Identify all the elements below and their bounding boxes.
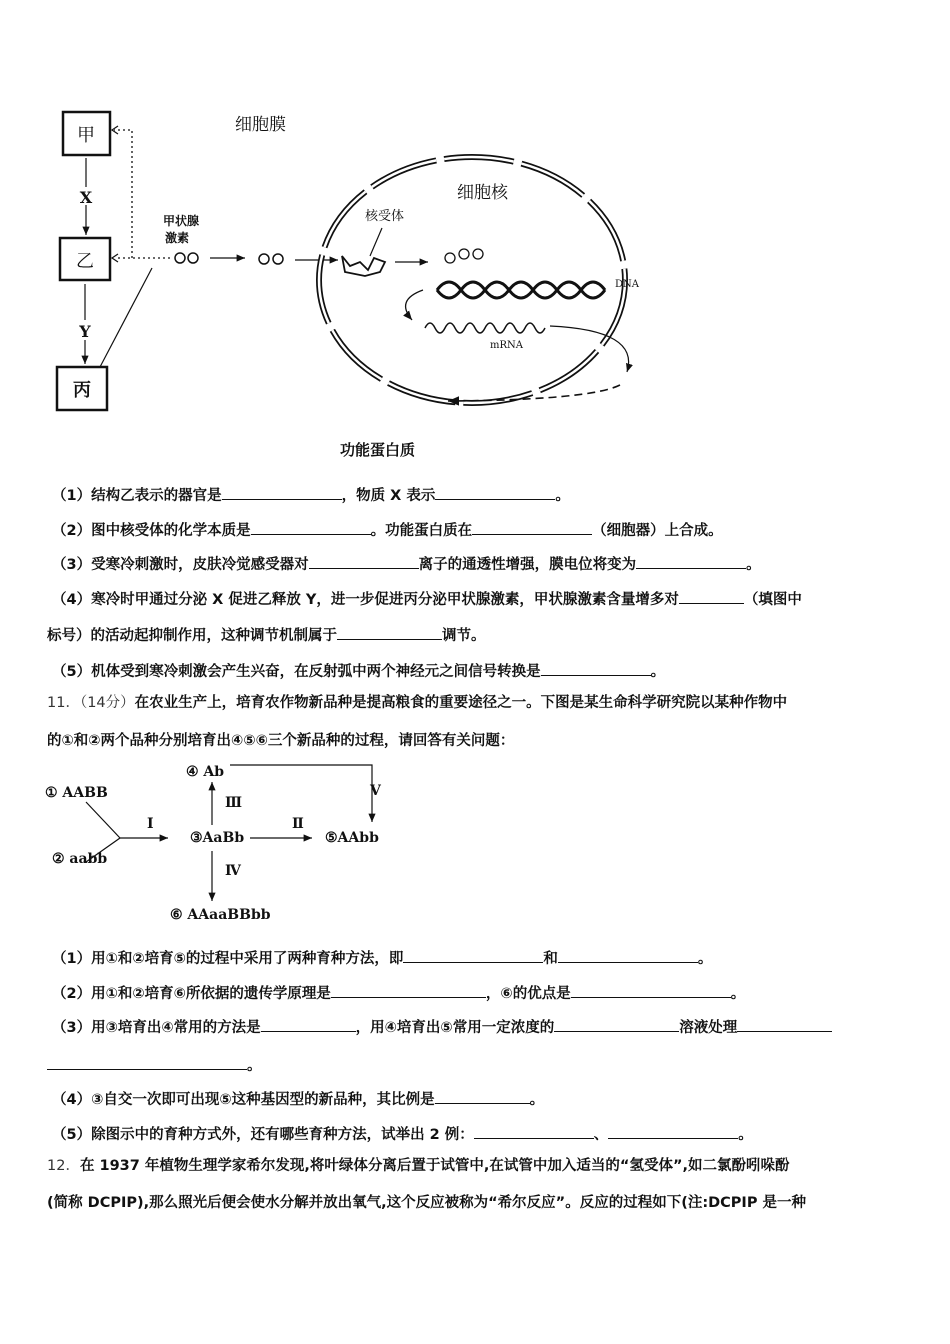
- label-x: X: [79, 188, 93, 207]
- q11-subquestion-1: [52, 947, 712, 969]
- q12-line-1: [47, 1156, 790, 1176]
- q11-subquestion-4: [47, 1054, 262, 1076]
- question-text: ，⑥的优点是: [485, 986, 571, 1002]
- question-text: 。: [247, 1058, 262, 1074]
- variety-5: ⑤AAbb: [325, 830, 379, 846]
- q10-subquestion-3: [52, 553, 761, 575]
- answer-blank[interactable]: [435, 1088, 530, 1104]
- variety-4: ④ Ab: [186, 764, 225, 780]
- answer-blank[interactable]: [222, 484, 342, 500]
- question-text: 。: [529, 1092, 545, 1108]
- answer-blank[interactable]: [636, 553, 746, 569]
- question-text: （细胞器）上合成。: [592, 523, 723, 539]
- answer-blank[interactable]: [261, 1016, 356, 1032]
- question-text: （4）③自交一次即可出现⑤这种基因型的新品种，其比例是: [52, 1092, 435, 1108]
- functional-protein-label: 功能蛋白质: [340, 441, 416, 459]
- q11-intro-line-2: 的①和②两个品种分别培育出④⑤⑥三个新品种的过程，请回答有关问题：: [47, 733, 515, 749]
- question-text: 。: [738, 1127, 753, 1143]
- q11-number: 11．（14分）: [47, 695, 135, 711]
- question-text: （填图中: [743, 592, 802, 608]
- nuclear-receptor-shape: [342, 256, 385, 276]
- question-text: 。: [555, 488, 570, 504]
- variety-6: ⑥ AAaaBBbb: [170, 907, 271, 923]
- step-3: Ⅲ: [225, 795, 243, 811]
- question-text: ，物质 X 表示: [341, 488, 436, 504]
- answer-blank[interactable]: [331, 982, 486, 998]
- question-text: （1）结构乙表示的器官是: [52, 488, 222, 504]
- variety-3: ③AaBb: [190, 830, 245, 846]
- answer-blank[interactable]: [472, 519, 592, 535]
- step-4: Ⅳ: [225, 863, 241, 879]
- hormone-molecule: [175, 253, 185, 263]
- q11-subquestion-5: [52, 1088, 544, 1110]
- answer-blank[interactable]: [679, 588, 744, 604]
- box-bing-label: 丙: [73, 380, 91, 401]
- question-text: 调节。: [442, 628, 486, 644]
- question-text: （3）用③培育出④常用的方法是: [52, 1020, 261, 1036]
- question-text: 溶液处理: [679, 1020, 738, 1036]
- question-text: （5）机体受到寒冷刺激会产生兴奋，在反射弧中两个神经元之间信号转换是: [52, 664, 541, 680]
- question-text: （2）图中核受体的化学本质是: [52, 523, 251, 539]
- mrna-label: mRNA: [490, 340, 523, 351]
- q12-line-2: (简称 DCPIP),那么照光后便会使水分解并放出氧气,这个反应被称为“希尔反应”。反应的过程如下(注:DCPIP 是一种: [47, 1195, 807, 1211]
- question-text: （1）用①和②培育⑤的过程中采用了两种育种方法，即: [52, 951, 404, 967]
- box-jia-label: 甲: [77, 125, 95, 146]
- feedback-dotted-line: [114, 130, 170, 258]
- box-yi-label: 乙: [76, 251, 94, 272]
- variety-1: ① AABB: [45, 785, 108, 801]
- question-text: （3）受寒冷刺激时，皮肤冷觉感受器对: [52, 557, 309, 573]
- mrna-strand: [425, 323, 545, 333]
- step-1: Ⅰ: [147, 816, 154, 832]
- q10-subquestion-6: [52, 660, 665, 682]
- question-text: 标号）的活动起抑制作用，这种调节机制属于: [47, 628, 337, 644]
- question-text: 和: [543, 951, 558, 967]
- answer-blank[interactable]: [337, 624, 442, 640]
- q12-number: 12．: [47, 1158, 80, 1174]
- question-text: 。: [730, 986, 746, 1002]
- hormone-molecule-2: [259, 254, 269, 264]
- hormone-label: 甲状腺: [163, 214, 200, 228]
- answer-blank[interactable]: [309, 553, 419, 569]
- label-y: Y: [79, 322, 91, 341]
- protein-export-arrow: [448, 385, 620, 401]
- answer-blank[interactable]: [251, 519, 371, 535]
- variety-2: ② aabb: [52, 851, 108, 867]
- q10-subquestion-5: [47, 624, 486, 646]
- question-text: 。: [746, 557, 761, 573]
- q10-subquestion-1: [52, 484, 570, 506]
- nucleus-label: 细胞核: [457, 183, 508, 203]
- step-5: Ⅴ: [370, 783, 381, 799]
- question-text: 。功能蛋白质在: [370, 523, 473, 539]
- answer-blank[interactable]: [737, 1016, 832, 1032]
- answer-blank[interactable]: [403, 947, 543, 963]
- answer-blank[interactable]: [47, 1054, 247, 1070]
- q12-text-1: 在 1937 年植物生理学家希尔发现,将叶绿体分离后置于试管中,在试管中加入适当的“氢受体”,如二氯酚吲哚酚: [79, 1158, 790, 1174]
- answer-blank[interactable]: [435, 484, 555, 500]
- hormone-label-2: 激素: [165, 231, 190, 245]
- q11-intro-line-1: [47, 693, 787, 713]
- nuclear-receptor-label: 核受体: [365, 209, 405, 224]
- dna-label: DNA: [615, 279, 639, 290]
- question-text: 。: [650, 664, 666, 680]
- q11-subquestion-6: [52, 1123, 753, 1145]
- step-2: Ⅱ: [292, 816, 304, 832]
- answer-blank[interactable]: [558, 947, 698, 963]
- question-text: ，用④培育出⑤常用一定浓度的: [355, 1020, 555, 1036]
- q10-subquestion-2: [52, 519, 723, 541]
- question-text: 、: [593, 1127, 609, 1143]
- question-text: 。: [697, 951, 713, 967]
- answer-blank[interactable]: [571, 982, 731, 998]
- q10-subquestion-4: [52, 588, 802, 610]
- question-text: （2）用①和②培育⑥所依据的遗传学原理是: [52, 986, 331, 1002]
- answer-blank[interactable]: [474, 1123, 594, 1139]
- question-text: 离子的通透性增强，膜电位将变为: [418, 557, 637, 573]
- question-text: （4）寒冷时甲通过分泌 X 促进乙释放 Y，进一步促进丙分泌甲状腺激素，甲状腺激素含量增多对: [52, 592, 679, 608]
- dna-helix: [437, 282, 605, 298]
- cell-membrane-label: 细胞膜: [235, 115, 286, 135]
- q11-intro-text: 在农业生产上，培育农作物新品种是提高粮食的重要途径之一。下图是某生命科学研究院以某种作物中: [134, 695, 788, 711]
- answer-blank[interactable]: [541, 660, 651, 676]
- answer-blank[interactable]: [554, 1016, 679, 1032]
- q11-subquestion-3: [52, 1016, 832, 1038]
- breeding-diagram: [40, 755, 460, 935]
- question-text: （5）除图示中的育种方式外，还有哪些育种方法，试举出 2 例：: [52, 1127, 474, 1143]
- q11-subquestion-2: [52, 982, 745, 1004]
- answer-blank[interactable]: [608, 1123, 738, 1139]
- thyroid-regulation-diagram: [0, 0, 700, 470]
